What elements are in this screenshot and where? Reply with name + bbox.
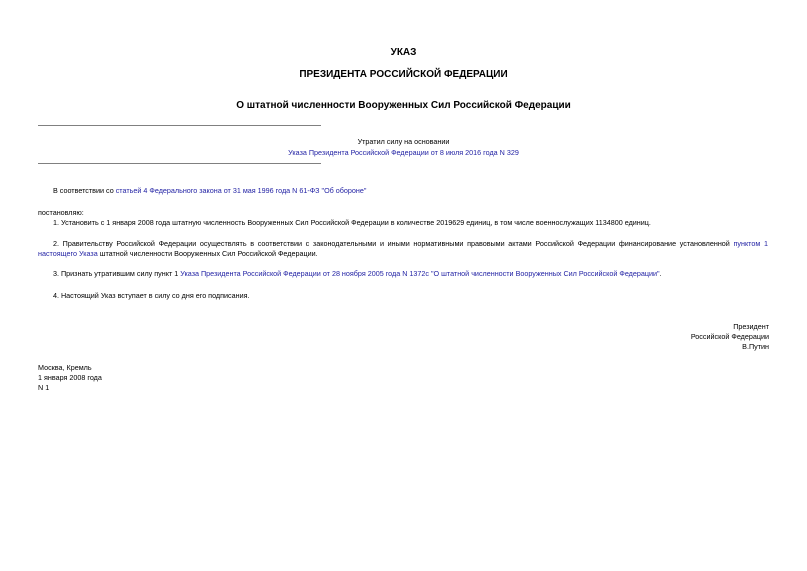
repeal-note-link[interactable]: Указа Президента Российской Федерации от 8 июля 2016 года N 329 — [288, 148, 519, 157]
divider-top — [38, 125, 321, 126]
divider-bottom — [38, 163, 321, 164]
intro-text: В соответствии со — [53, 186, 116, 195]
intro-law-link[interactable]: статьей 4 Федерального закона от 31 мая 1996 года N 61-ФЗ "Об обороне" — [115, 186, 367, 195]
paragraph-2-suffix: штатной численности Вооруженных Сил Российской Федерации. — [97, 249, 318, 258]
doc-type-title: УКАЗ — [390, 47, 417, 58]
intro-paragraph — [38, 186, 768, 196]
paragraph-3-link[interactable]: Указа Президента Российской Федерации от 28 ноября 2005 года N 1372с "О штатной численности Вооруженных Сил Российской Федерации" — [180, 269, 660, 278]
decree-word: постановляю: — [38, 208, 84, 217]
signature-name: В.Путин — [742, 342, 769, 351]
signing-date: 1 января 2008 года — [38, 373, 102, 382]
repeal-note-text: Утратил силу на основании — [357, 137, 450, 146]
signature-position-1: Президент — [733, 322, 769, 331]
paragraph-1: 1. Установить с 1 января 2008 года штатную численность Вооруженных Сил Российской Федерации в количестве 2019629 единиц, в том числе военнослужащих 1134800 единиц. — [53, 218, 651, 227]
paragraph-3-suffix: . — [659, 269, 662, 278]
paragraph-4: 4. Настоящий Указ вступает в силу со дня его подписания. — [53, 291, 250, 300]
document-number: N 1 — [38, 383, 50, 392]
issuer-title: ПРЕЗИДЕНТА РОССИЙСКОЙ ФЕДЕРАЦИИ — [299, 69, 508, 80]
paragraph-2-link[interactable]: пунктом 1 настоящего Указа — [38, 239, 769, 258]
paragraph-3-text: 3. Признать утратившим силу пункт 1 — [53, 269, 181, 278]
paragraph-2-text: 2. Правительству Российской Федерации осуществлять в соответствии с законодательными и иными нормативными правовыми актами Российской Федерации финансирование установленной — [53, 239, 734, 248]
paragraph-3 — [38, 269, 768, 279]
doc-subject-title: О штатной численности Вооруженных Сил Российской Федерации — [236, 100, 571, 111]
signature-position-2: Российской Федерации — [690, 332, 769, 341]
paragraph-2 — [38, 239, 768, 259]
signing-place: Москва, Кремль — [38, 363, 92, 372]
